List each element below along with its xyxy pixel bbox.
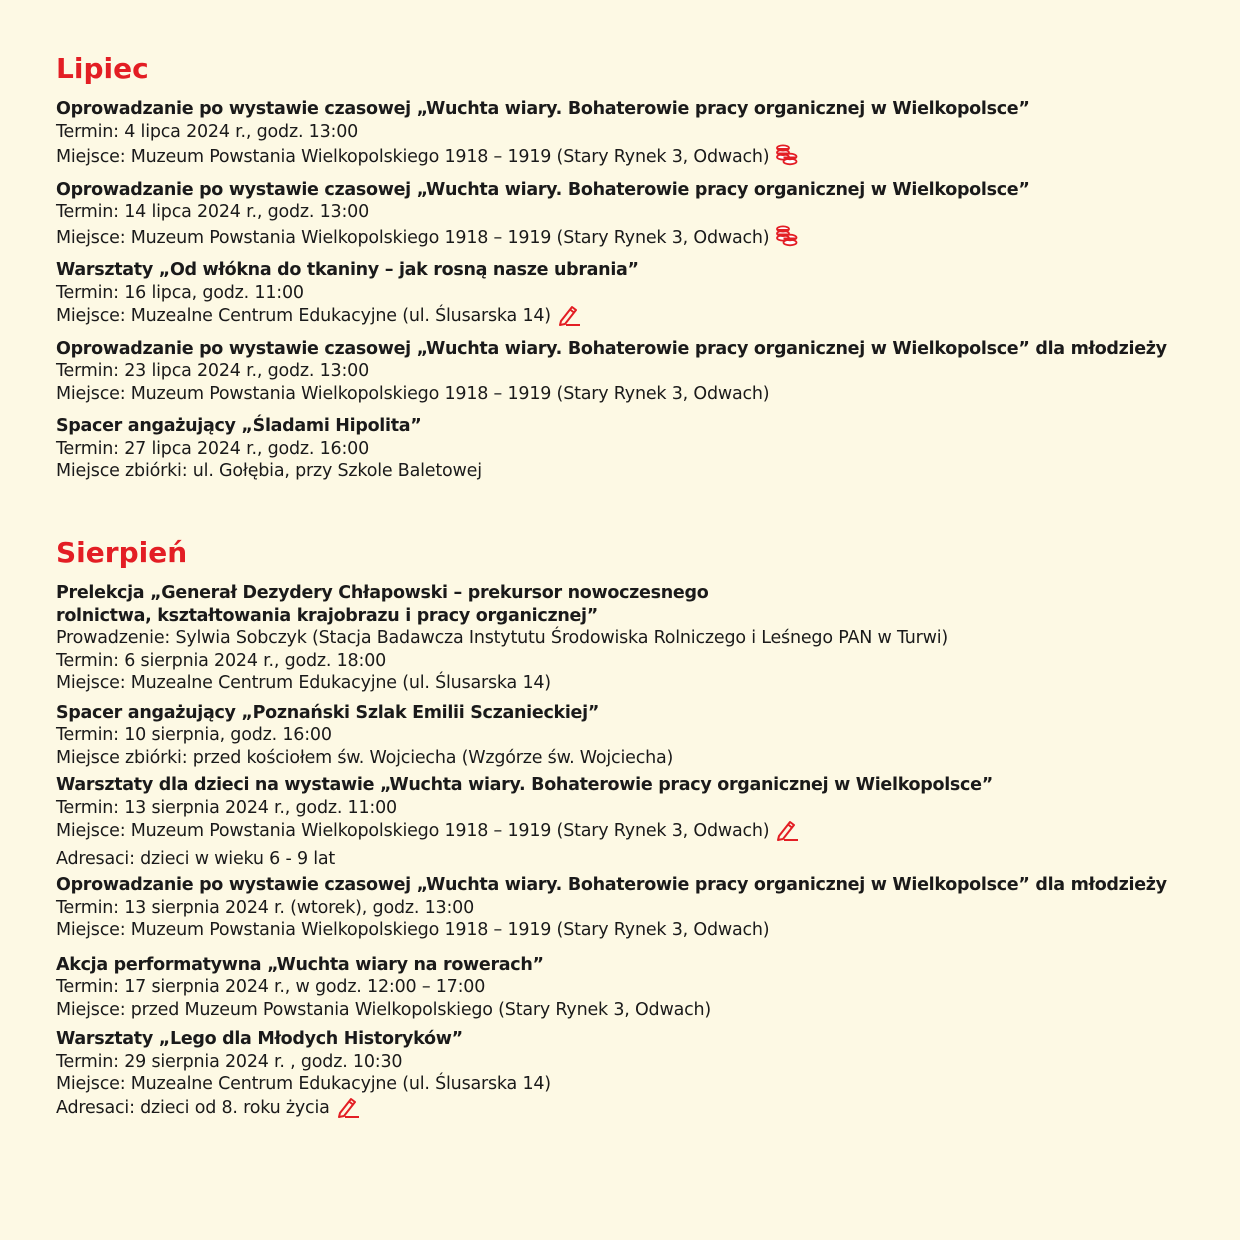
event-item [56, 874, 1167, 942]
event-item [56, 1028, 1167, 1124]
event-item [56, 415, 1167, 483]
event-place: Miejsce: przed Muzeum Powstania Wielkopolskiego (Stary Rynek 3, Odwach) [56, 999, 712, 1020]
event-item [56, 259, 1167, 333]
event-date: Termin: 6 sierpnia 2024 r., godz. 18:00 [56, 650, 387, 671]
event-title: Oprowadzanie po wystawie czasowej „Wuchta wiary. Bohaterowie pracy organicznej w Wielkopolsce” dla młodzieży [56, 875, 1167, 895]
event-place: Miejsce: Muzealne Centrum Edukacyjne (ul. Ślusarska 14) [56, 673, 551, 693]
event-date: Termin: 29 sierpnia 2024 r. , godz. 10:30 [56, 1051, 403, 1072]
event-audience: Adresaci: dzieci od 8. roku życia [56, 1096, 1167, 1125]
event-item [56, 774, 1167, 870]
event-title: Prelekcja „Generał Dezydery Chłapowski – prekursor nowoczesnego [56, 583, 709, 603]
month-heading: Sierpień [56, 536, 188, 569]
event-date: Termin: 16 lipca, godz. 11:00 [56, 282, 304, 303]
pencil-icon [336, 1096, 360, 1125]
event-title-continued: rolnictwa, kształtowania krajobrazu i pracy organicznej” [56, 605, 598, 626]
coins-icon [775, 224, 799, 255]
event-place: Miejsce zbiórki: przed kościołem św. Wojciecha (Wzgórze św. Wojciecha) [56, 747, 674, 768]
event-date: Termin: 13 sierpnia 2024 r. (wtorek), godz. 13:00 [56, 897, 475, 918]
event-title: Warsztaty „Od włókna do tkaniny – jak rosną nasze ubrania” [56, 260, 639, 280]
event-date: Termin: 10 sierpnia, godz. 16:00 [56, 725, 332, 745]
event-date: Termin: 14 lipca 2024 r., godz. 13:00 [56, 202, 370, 222]
event-item [56, 338, 1167, 406]
event-place: Miejsce zbiórki: ul. Gołębia, przy Szkole Baletowej [56, 461, 482, 481]
event-item [56, 702, 1167, 770]
event-host: Prowadzenie: Sylwia Sobczyk (Stacja Badawcza Instytutu Środowiska Rolniczego i Leśnego PAN w Turwi) [56, 628, 949, 648]
event-item [56, 179, 1167, 255]
event-place: Miejsce: Muzeum Powstania Wielkopolskiego 1918 – 1919 (Stary Rynek 3, Odwach) [56, 224, 1167, 255]
coins-icon [775, 143, 799, 174]
event-title: Oprowadzanie po wystawie czasowej „Wuchta wiary. Bohaterowie pracy organicznej w Wielkopolsce” [56, 179, 1030, 200]
event-date: Termin: 27 lipca 2024 r., godz. 16:00 [56, 438, 370, 459]
event-title: Oprowadzanie po wystawie czasowej „Wuchta wiary. Bohaterowie pracy organicznej w Wielkopolsce” dla młodzieży [56, 338, 1167, 359]
event-item [56, 954, 1167, 1022]
event-place: Miejsce: Muzeum Powstania Wielkopolskiego 1918 – 1919 (Stary Rynek 3, Odwach) [56, 143, 1167, 174]
event-date: Termin: 13 sierpnia 2024 r., godz. 11:00 [56, 797, 397, 818]
event-title: Warsztaty „Lego dla Młodych Historyków” [56, 1029, 463, 1049]
event-date: Termin: 4 lipca 2024 r., godz. 13:00 [56, 121, 359, 142]
event-title: Akcja performatywna „Wuchta wiary na rowerach” [56, 954, 544, 975]
event-place: Miejsce: Muzeum Powstania Wielkopolskiego 1918 – 1919 (Stary Rynek 3, Odwach) [56, 819, 1167, 848]
event-title: Spacer angażujący „Śladami Hipolita” [56, 416, 422, 436]
event-item [56, 98, 1167, 174]
month-section-lipiec [56, 52, 1167, 483]
event-place: Miejsce: Muzealne Centrum Edukacyjne (ul. Ślusarska 14) [56, 304, 1167, 333]
event-date: Termin: 17 sierpnia 2024 r., w godz. 12:00 – 17:00 [56, 977, 486, 997]
event-title: Oprowadzanie po wystawie czasowej „Wuchta wiary. Bohaterowie pracy organicznej w Wielkopolsce” [56, 99, 1030, 119]
event-title: Warsztaty dla dzieci na wystawie „Wuchta wiary. Bohaterowie pracy organicznej w Wielkopolsce” [56, 775, 993, 795]
event-place: Miejsce: Muzeum Powstania Wielkopolskiego 1918 – 1919 (Stary Rynek 3, Odwach) [56, 383, 770, 404]
event-date: Termin: 23 lipca 2024 r., godz. 13:00 [56, 361, 370, 381]
month-section-sierpien [56, 536, 1167, 1124]
event-audience: Adresaci: dzieci w wieku 6 - 9 lat [56, 848, 336, 869]
event-place: Miejsce: Muzealne Centrum Edukacyjne (ul. Ślusarska 14) [56, 1074, 551, 1094]
pencil-icon [775, 819, 799, 848]
event-place: Miejsce: Muzeum Powstania Wielkopolskiego 1918 – 1919 (Stary Rynek 3, Odwach) [56, 920, 770, 940]
month-heading: Lipiec [56, 52, 149, 85]
pencil-icon [557, 304, 581, 333]
event-item [56, 582, 1167, 695]
event-title: Spacer angażujący „Poznański Szlak Emilii Sczanieckiej” [56, 702, 600, 723]
